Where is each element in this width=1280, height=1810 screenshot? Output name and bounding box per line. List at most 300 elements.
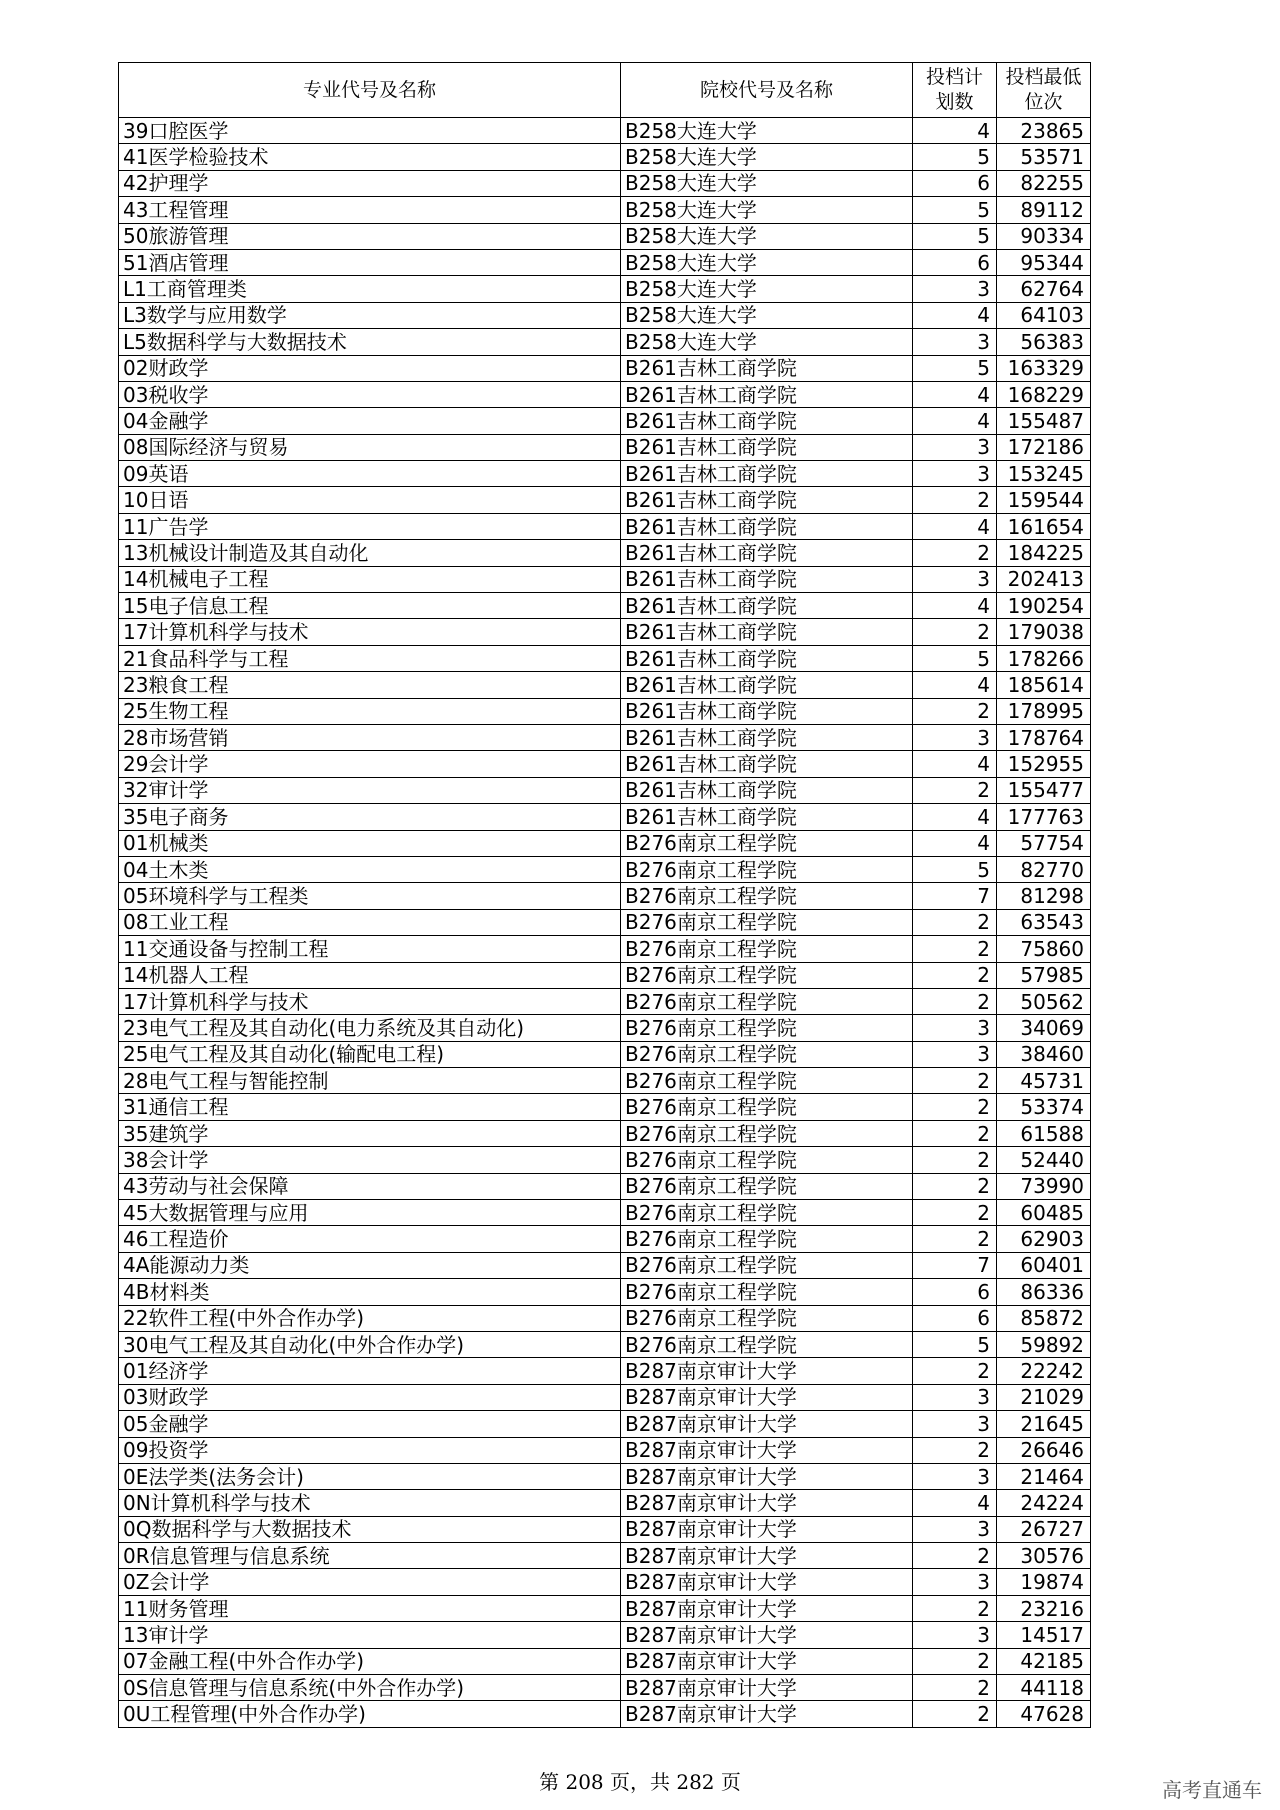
cell-rank: 177763: [997, 804, 1091, 830]
cell-plan: 7: [913, 1252, 997, 1278]
cell-school: B261吉林工商学院: [621, 619, 913, 645]
table-row: [119, 1463, 1091, 1489]
cell-plan: 2: [913, 1437, 997, 1463]
cell-plan: 2: [913, 909, 997, 935]
cell-plan: 2: [913, 1648, 997, 1674]
cell-plan: 7: [913, 883, 997, 909]
cell-major: 0R信息管理与信息系统: [119, 1543, 621, 1569]
cell-school: B261吉林工商学院: [621, 593, 913, 619]
cell-plan: 2: [913, 1120, 997, 1146]
cell-rank: 53374: [997, 1094, 1091, 1120]
table-row: [119, 593, 1091, 619]
cell-major: 07金融工程(中外合作办学): [119, 1648, 621, 1674]
table-row: [119, 1437, 1091, 1463]
table-row: [119, 1068, 1091, 1094]
cell-major: 42护理学: [119, 170, 621, 196]
cell-major: 0N计算机科学与技术: [119, 1490, 621, 1516]
table-row: [119, 144, 1091, 170]
cell-major: 11广告学: [119, 513, 621, 539]
cell-rank: 155487: [997, 408, 1091, 434]
table-row: [119, 1490, 1091, 1516]
cell-school: B276南京工程学院: [621, 962, 913, 988]
cell-major: 23粮食工程: [119, 672, 621, 698]
table-body: [119, 118, 1091, 1728]
table-row: [119, 1384, 1091, 1410]
cell-rank: 161654: [997, 513, 1091, 539]
cell-school: B261吉林工商学院: [621, 355, 913, 381]
cell-rank: 82255: [997, 170, 1091, 196]
cell-major: L1工商管理类: [119, 276, 621, 302]
cell-rank: 184225: [997, 540, 1091, 566]
cell-major: 39口腔医学: [119, 118, 621, 144]
table-row: [119, 170, 1091, 196]
table-row: [119, 777, 1091, 803]
table-row: [119, 566, 1091, 592]
cell-rank: 61588: [997, 1120, 1091, 1146]
cell-rank: 56383: [997, 329, 1091, 355]
table-row: [119, 1569, 1091, 1595]
cell-major: 05金融学: [119, 1411, 621, 1437]
table-row: [119, 249, 1091, 275]
cell-rank: 24224: [997, 1490, 1091, 1516]
cell-school: B276南京工程学院: [621, 883, 913, 909]
cell-major: 04土木类: [119, 856, 621, 882]
table-row: [119, 1648, 1091, 1674]
table-row: [119, 540, 1091, 566]
cell-school: B287南京审计大学: [621, 1516, 913, 1542]
cell-plan: 3: [913, 1384, 997, 1410]
cell-rank: 179038: [997, 619, 1091, 645]
cell-school: B276南京工程学院: [621, 1120, 913, 1146]
cell-rank: 45731: [997, 1068, 1091, 1094]
cell-plan: 6: [913, 249, 997, 275]
table-row: [119, 408, 1091, 434]
cell-major: 08工业工程: [119, 909, 621, 935]
table-row: [119, 1094, 1091, 1120]
table-row: [119, 1041, 1091, 1067]
cell-plan: 2: [913, 1675, 997, 1701]
table-row: [119, 724, 1091, 750]
cell-rank: 89112: [997, 197, 1091, 223]
cell-major: 35电子商务: [119, 804, 621, 830]
cell-plan: 2: [913, 1701, 997, 1727]
cell-plan: 2: [913, 1147, 997, 1173]
cell-major: 0U工程管理(中外合作办学): [119, 1701, 621, 1727]
header-rank-line1: 投档最低: [1005, 66, 1082, 88]
cell-plan: 3: [913, 1463, 997, 1489]
cell-major: 03财政学: [119, 1384, 621, 1410]
cell-major: 43工程管理: [119, 197, 621, 223]
cell-plan: 3: [913, 1041, 997, 1067]
cell-school: B261吉林工商学院: [621, 487, 913, 513]
cell-school: B261吉林工商学院: [621, 751, 913, 777]
cell-plan: 4: [913, 408, 997, 434]
cell-rank: 202413: [997, 566, 1091, 592]
cell-school: B287南京审计大学: [621, 1595, 913, 1621]
cell-major: 08国际经济与贸易: [119, 434, 621, 460]
table-row: [119, 672, 1091, 698]
table-row: [119, 1120, 1091, 1146]
cell-school: B261吉林工商学院: [621, 724, 913, 750]
cell-plan: 2: [913, 936, 997, 962]
cell-rank: 172186: [997, 434, 1091, 460]
cell-major: 35建筑学: [119, 1120, 621, 1146]
table-row: [119, 830, 1091, 856]
cell-rank: 21029: [997, 1384, 1091, 1410]
cell-plan: 2: [913, 1068, 997, 1094]
cell-major: 0Q数据科学与大数据技术: [119, 1516, 621, 1542]
table-row: [119, 1411, 1091, 1437]
cell-major: 46工程造价: [119, 1226, 621, 1252]
table-row: [119, 381, 1091, 407]
cell-plan: 6: [913, 170, 997, 196]
cell-major: 09英语: [119, 461, 621, 487]
cell-school: B261吉林工商学院: [621, 566, 913, 592]
cell-rank: 42185: [997, 1648, 1091, 1674]
cell-major: 04金融学: [119, 408, 621, 434]
cell-rank: 178764: [997, 724, 1091, 750]
cell-school: B276南京工程学院: [621, 1200, 913, 1226]
cell-plan: 2: [913, 1173, 997, 1199]
cell-plan: 3: [913, 461, 997, 487]
cell-major: 05环境科学与工程类: [119, 883, 621, 909]
cell-school: B261吉林工商学院: [621, 804, 913, 830]
cell-plan: 2: [913, 988, 997, 1014]
cell-plan: 4: [913, 513, 997, 539]
cell-school: B276南京工程学院: [621, 936, 913, 962]
table-row: [119, 988, 1091, 1014]
cell-rank: 63543: [997, 909, 1091, 935]
cell-school: B258大连大学: [621, 276, 913, 302]
cell-plan: 5: [913, 355, 997, 381]
table-row: [119, 513, 1091, 539]
cell-plan: 3: [913, 724, 997, 750]
cell-school: B258大连大学: [621, 197, 913, 223]
cell-school: B287南京审计大学: [621, 1701, 913, 1727]
table-row: [119, 1279, 1091, 1305]
cell-major: 31通信工程: [119, 1094, 621, 1120]
cell-rank: 53571: [997, 144, 1091, 170]
cell-plan: 3: [913, 1622, 997, 1648]
cell-rank: 21464: [997, 1463, 1091, 1489]
header-rank: [997, 63, 1091, 118]
cell-rank: 86336: [997, 1279, 1091, 1305]
table-row: [119, 883, 1091, 909]
cell-rank: 62764: [997, 276, 1091, 302]
watermark-text: 高考直通车: [1162, 1778, 1262, 1802]
table-header-row: [119, 63, 1091, 118]
table-row: [119, 804, 1091, 830]
table-row: [119, 197, 1091, 223]
cell-rank: 159544: [997, 487, 1091, 513]
cell-rank: 44118: [997, 1675, 1091, 1701]
cell-major: 32审计学: [119, 777, 621, 803]
cell-plan: 5: [913, 197, 997, 223]
cell-school: B276南京工程学院: [621, 1331, 913, 1357]
cell-school: B287南京审计大学: [621, 1437, 913, 1463]
cell-school: B276南京工程学院: [621, 1173, 913, 1199]
page-number: 第 208 页，共 282 页: [539, 1770, 741, 1794]
cell-major: 09投资学: [119, 1437, 621, 1463]
admission-table: [118, 62, 1091, 1728]
cell-school: B258大连大学: [621, 302, 913, 328]
cell-major: 28电气工程与智能控制: [119, 1068, 621, 1094]
cell-rank: 21645: [997, 1411, 1091, 1437]
cell-school: B276南京工程学院: [621, 1041, 913, 1067]
cell-major: L3数学与应用数学: [119, 302, 621, 328]
cell-major: 25电气工程及其自动化(输配电工程): [119, 1041, 621, 1067]
cell-school: B261吉林工商学院: [621, 408, 913, 434]
cell-plan: 4: [913, 1490, 997, 1516]
cell-school: B287南京审计大学: [621, 1463, 913, 1489]
table-row: [119, 276, 1091, 302]
table-row: [119, 909, 1091, 935]
cell-plan: 2: [913, 1543, 997, 1569]
cell-plan: 4: [913, 751, 997, 777]
cell-school: B287南京审计大学: [621, 1411, 913, 1437]
cell-major: 14机械电子工程: [119, 566, 621, 592]
cell-rank: 30576: [997, 1543, 1091, 1569]
cell-major: 38会计学: [119, 1147, 621, 1173]
table-row: [119, 1358, 1091, 1384]
cell-plan: 5: [913, 645, 997, 671]
table-row: [119, 223, 1091, 249]
cell-plan: 3: [913, 1015, 997, 1041]
table-row: [119, 1516, 1091, 1542]
cell-school: B261吉林工商学院: [621, 461, 913, 487]
cell-major: L5数据科学与大数据技术: [119, 329, 621, 355]
cell-major: 01机械类: [119, 830, 621, 856]
cell-school: B276南京工程学院: [621, 1094, 913, 1120]
cell-rank: 81298: [997, 883, 1091, 909]
cell-rank: 95344: [997, 249, 1091, 275]
cell-rank: 163329: [997, 355, 1091, 381]
cell-plan: 4: [913, 593, 997, 619]
table-row: [119, 936, 1091, 962]
cell-rank: 185614: [997, 672, 1091, 698]
cell-major: 4A能源动力类: [119, 1252, 621, 1278]
cell-plan: 5: [913, 223, 997, 249]
cell-plan: 3: [913, 1411, 997, 1437]
cell-major: 29会计学: [119, 751, 621, 777]
cell-major: 03税收学: [119, 381, 621, 407]
cell-major: 13审计学: [119, 1622, 621, 1648]
table-row: [119, 1200, 1091, 1226]
cell-plan: 4: [913, 118, 997, 144]
cell-rank: 19874: [997, 1569, 1091, 1595]
cell-rank: 178995: [997, 698, 1091, 724]
cell-plan: 6: [913, 1279, 997, 1305]
cell-major: 14机器人工程: [119, 962, 621, 988]
table-row: [119, 856, 1091, 882]
table-row: [119, 1701, 1091, 1727]
cell-plan: 2: [913, 619, 997, 645]
cell-plan: 3: [913, 434, 997, 460]
cell-rank: 14517: [997, 1622, 1091, 1648]
cell-rank: 82770: [997, 856, 1091, 882]
cell-school: B261吉林工商学院: [621, 434, 913, 460]
cell-school: B276南京工程学院: [621, 1305, 913, 1331]
cell-school: B261吉林工商学院: [621, 672, 913, 698]
cell-school: B258大连大学: [621, 249, 913, 275]
cell-rank: 59892: [997, 1331, 1091, 1357]
header-rank-line2: 位次: [1024, 91, 1063, 113]
cell-major: 4B材料类: [119, 1279, 621, 1305]
cell-major: 50旅游管理: [119, 223, 621, 249]
cell-rank: 155477: [997, 777, 1091, 803]
table-row: [119, 1252, 1091, 1278]
table-row: [119, 1331, 1091, 1357]
cell-plan: 2: [913, 1226, 997, 1252]
header-major: 专业代号及名称: [119, 63, 621, 118]
cell-school: B261吉林工商学院: [621, 513, 913, 539]
cell-school: B287南京审计大学: [621, 1490, 913, 1516]
cell-major: 22软件工程(中外合作办学): [119, 1305, 621, 1331]
cell-rank: 90334: [997, 223, 1091, 249]
cell-school: B261吉林工商学院: [621, 540, 913, 566]
cell-plan: 2: [913, 1200, 997, 1226]
cell-school: B276南京工程学院: [621, 830, 913, 856]
cell-major: 45大数据管理与应用: [119, 1200, 621, 1226]
cell-school: B276南京工程学院: [621, 1226, 913, 1252]
cell-major: 30电气工程及其自动化(中外合作办学): [119, 1331, 621, 1357]
cell-rank: 62903: [997, 1226, 1091, 1252]
table-row: [119, 751, 1091, 777]
cell-plan: 3: [913, 1516, 997, 1542]
cell-school: B258大连大学: [621, 144, 913, 170]
cell-rank: 26646: [997, 1437, 1091, 1463]
cell-rank: 60401: [997, 1252, 1091, 1278]
cell-plan: 2: [913, 1358, 997, 1384]
cell-major: 0Z会计学: [119, 1569, 621, 1595]
cell-major: 41医学检验技术: [119, 144, 621, 170]
cell-major: 17计算机科学与技术: [119, 619, 621, 645]
cell-rank: 153245: [997, 461, 1091, 487]
cell-plan: 3: [913, 276, 997, 302]
cell-school: B287南京审计大学: [621, 1648, 913, 1674]
table-row: [119, 118, 1091, 144]
cell-rank: 60485: [997, 1200, 1091, 1226]
cell-major: 10日语: [119, 487, 621, 513]
table-row: [119, 698, 1091, 724]
header-plan: [913, 63, 997, 118]
cell-school: B287南京审计大学: [621, 1384, 913, 1410]
cell-major: 23电气工程及其自动化(电力系统及其自动化): [119, 1015, 621, 1041]
cell-major: 0E法学类(法务会计): [119, 1463, 621, 1489]
cell-plan: 2: [913, 962, 997, 988]
cell-rank: 23865: [997, 118, 1091, 144]
cell-major: 17计算机科学与技术: [119, 988, 621, 1014]
table-row: [119, 1147, 1091, 1173]
cell-rank: 152955: [997, 751, 1091, 777]
table-row: [119, 355, 1091, 381]
table-row: [119, 434, 1091, 460]
cell-plan: 3: [913, 1569, 997, 1595]
cell-rank: 34069: [997, 1015, 1091, 1041]
cell-school: B276南京工程学院: [621, 856, 913, 882]
cell-school: B261吉林工商学院: [621, 645, 913, 671]
cell-rank: 73990: [997, 1173, 1091, 1199]
cell-rank: 52440: [997, 1147, 1091, 1173]
cell-school: B276南京工程学院: [621, 1068, 913, 1094]
table-row: [119, 962, 1091, 988]
cell-school: B287南京审计大学: [621, 1358, 913, 1384]
cell-school: B258大连大学: [621, 329, 913, 355]
cell-plan: 5: [913, 856, 997, 882]
cell-plan: 2: [913, 487, 997, 513]
cell-rank: 190254: [997, 593, 1091, 619]
cell-school: B287南京审计大学: [621, 1675, 913, 1701]
cell-major: 13机械设计制造及其自动化: [119, 540, 621, 566]
cell-school: B276南京工程学院: [621, 909, 913, 935]
table-row: [119, 1015, 1091, 1041]
table-row: [119, 302, 1091, 328]
cell-major: 11财务管理: [119, 1595, 621, 1621]
cell-plan: 4: [913, 804, 997, 830]
cell-rank: 85872: [997, 1305, 1091, 1331]
cell-school: B287南京审计大学: [621, 1543, 913, 1569]
header-plan-line1: 投档计: [925, 66, 983, 88]
header-school: 院校代号及名称: [621, 63, 913, 118]
cell-plan: 4: [913, 381, 997, 407]
header-plan-line2: 划数: [935, 91, 974, 113]
table-row: [119, 1622, 1091, 1648]
cell-school: B261吉林工商学院: [621, 777, 913, 803]
cell-rank: 47628: [997, 1701, 1091, 1727]
table-row: [119, 645, 1091, 671]
cell-plan: 2: [913, 698, 997, 724]
table-row: [119, 1543, 1091, 1569]
cell-school: B261吉林工商学院: [621, 698, 913, 724]
cell-school: B287南京审计大学: [621, 1569, 913, 1595]
cell-major: 0S信息管理与信息系统(中外合作办学): [119, 1675, 621, 1701]
cell-plan: 2: [913, 777, 997, 803]
cell-rank: 64103: [997, 302, 1091, 328]
cell-school: B276南京工程学院: [621, 988, 913, 1014]
cell-rank: 57985: [997, 962, 1091, 988]
table-row: [119, 1226, 1091, 1252]
cell-plan: 2: [913, 540, 997, 566]
cell-plan: 5: [913, 1331, 997, 1357]
cell-rank: 23216: [997, 1595, 1091, 1621]
cell-rank: 50562: [997, 988, 1091, 1014]
cell-rank: 38460: [997, 1041, 1091, 1067]
cell-plan: 3: [913, 566, 997, 592]
cell-major: 15电子信息工程: [119, 593, 621, 619]
cell-major: 02财政学: [119, 355, 621, 381]
cell-school: B258大连大学: [621, 223, 913, 249]
table-row: [119, 1675, 1091, 1701]
cell-major: 11交通设备与控制工程: [119, 936, 621, 962]
cell-school: B258大连大学: [621, 170, 913, 196]
cell-major: 43劳动与社会保障: [119, 1173, 621, 1199]
cell-major: 28市场营销: [119, 724, 621, 750]
table-row: [119, 1173, 1091, 1199]
cell-plan: 4: [913, 302, 997, 328]
cell-school: B276南京工程学院: [621, 1279, 913, 1305]
cell-major: 25生物工程: [119, 698, 621, 724]
cell-major: 21食品科学与工程: [119, 645, 621, 671]
cell-rank: 22242: [997, 1358, 1091, 1384]
cell-rank: 26727: [997, 1516, 1091, 1542]
cell-rank: 178266: [997, 645, 1091, 671]
cell-major: 51酒店管理: [119, 249, 621, 275]
cell-school: B276南京工程学院: [621, 1147, 913, 1173]
table-row: [119, 487, 1091, 513]
cell-plan: 2: [913, 1094, 997, 1120]
cell-school: B261吉林工商学院: [621, 381, 913, 407]
table-row: [119, 1595, 1091, 1621]
